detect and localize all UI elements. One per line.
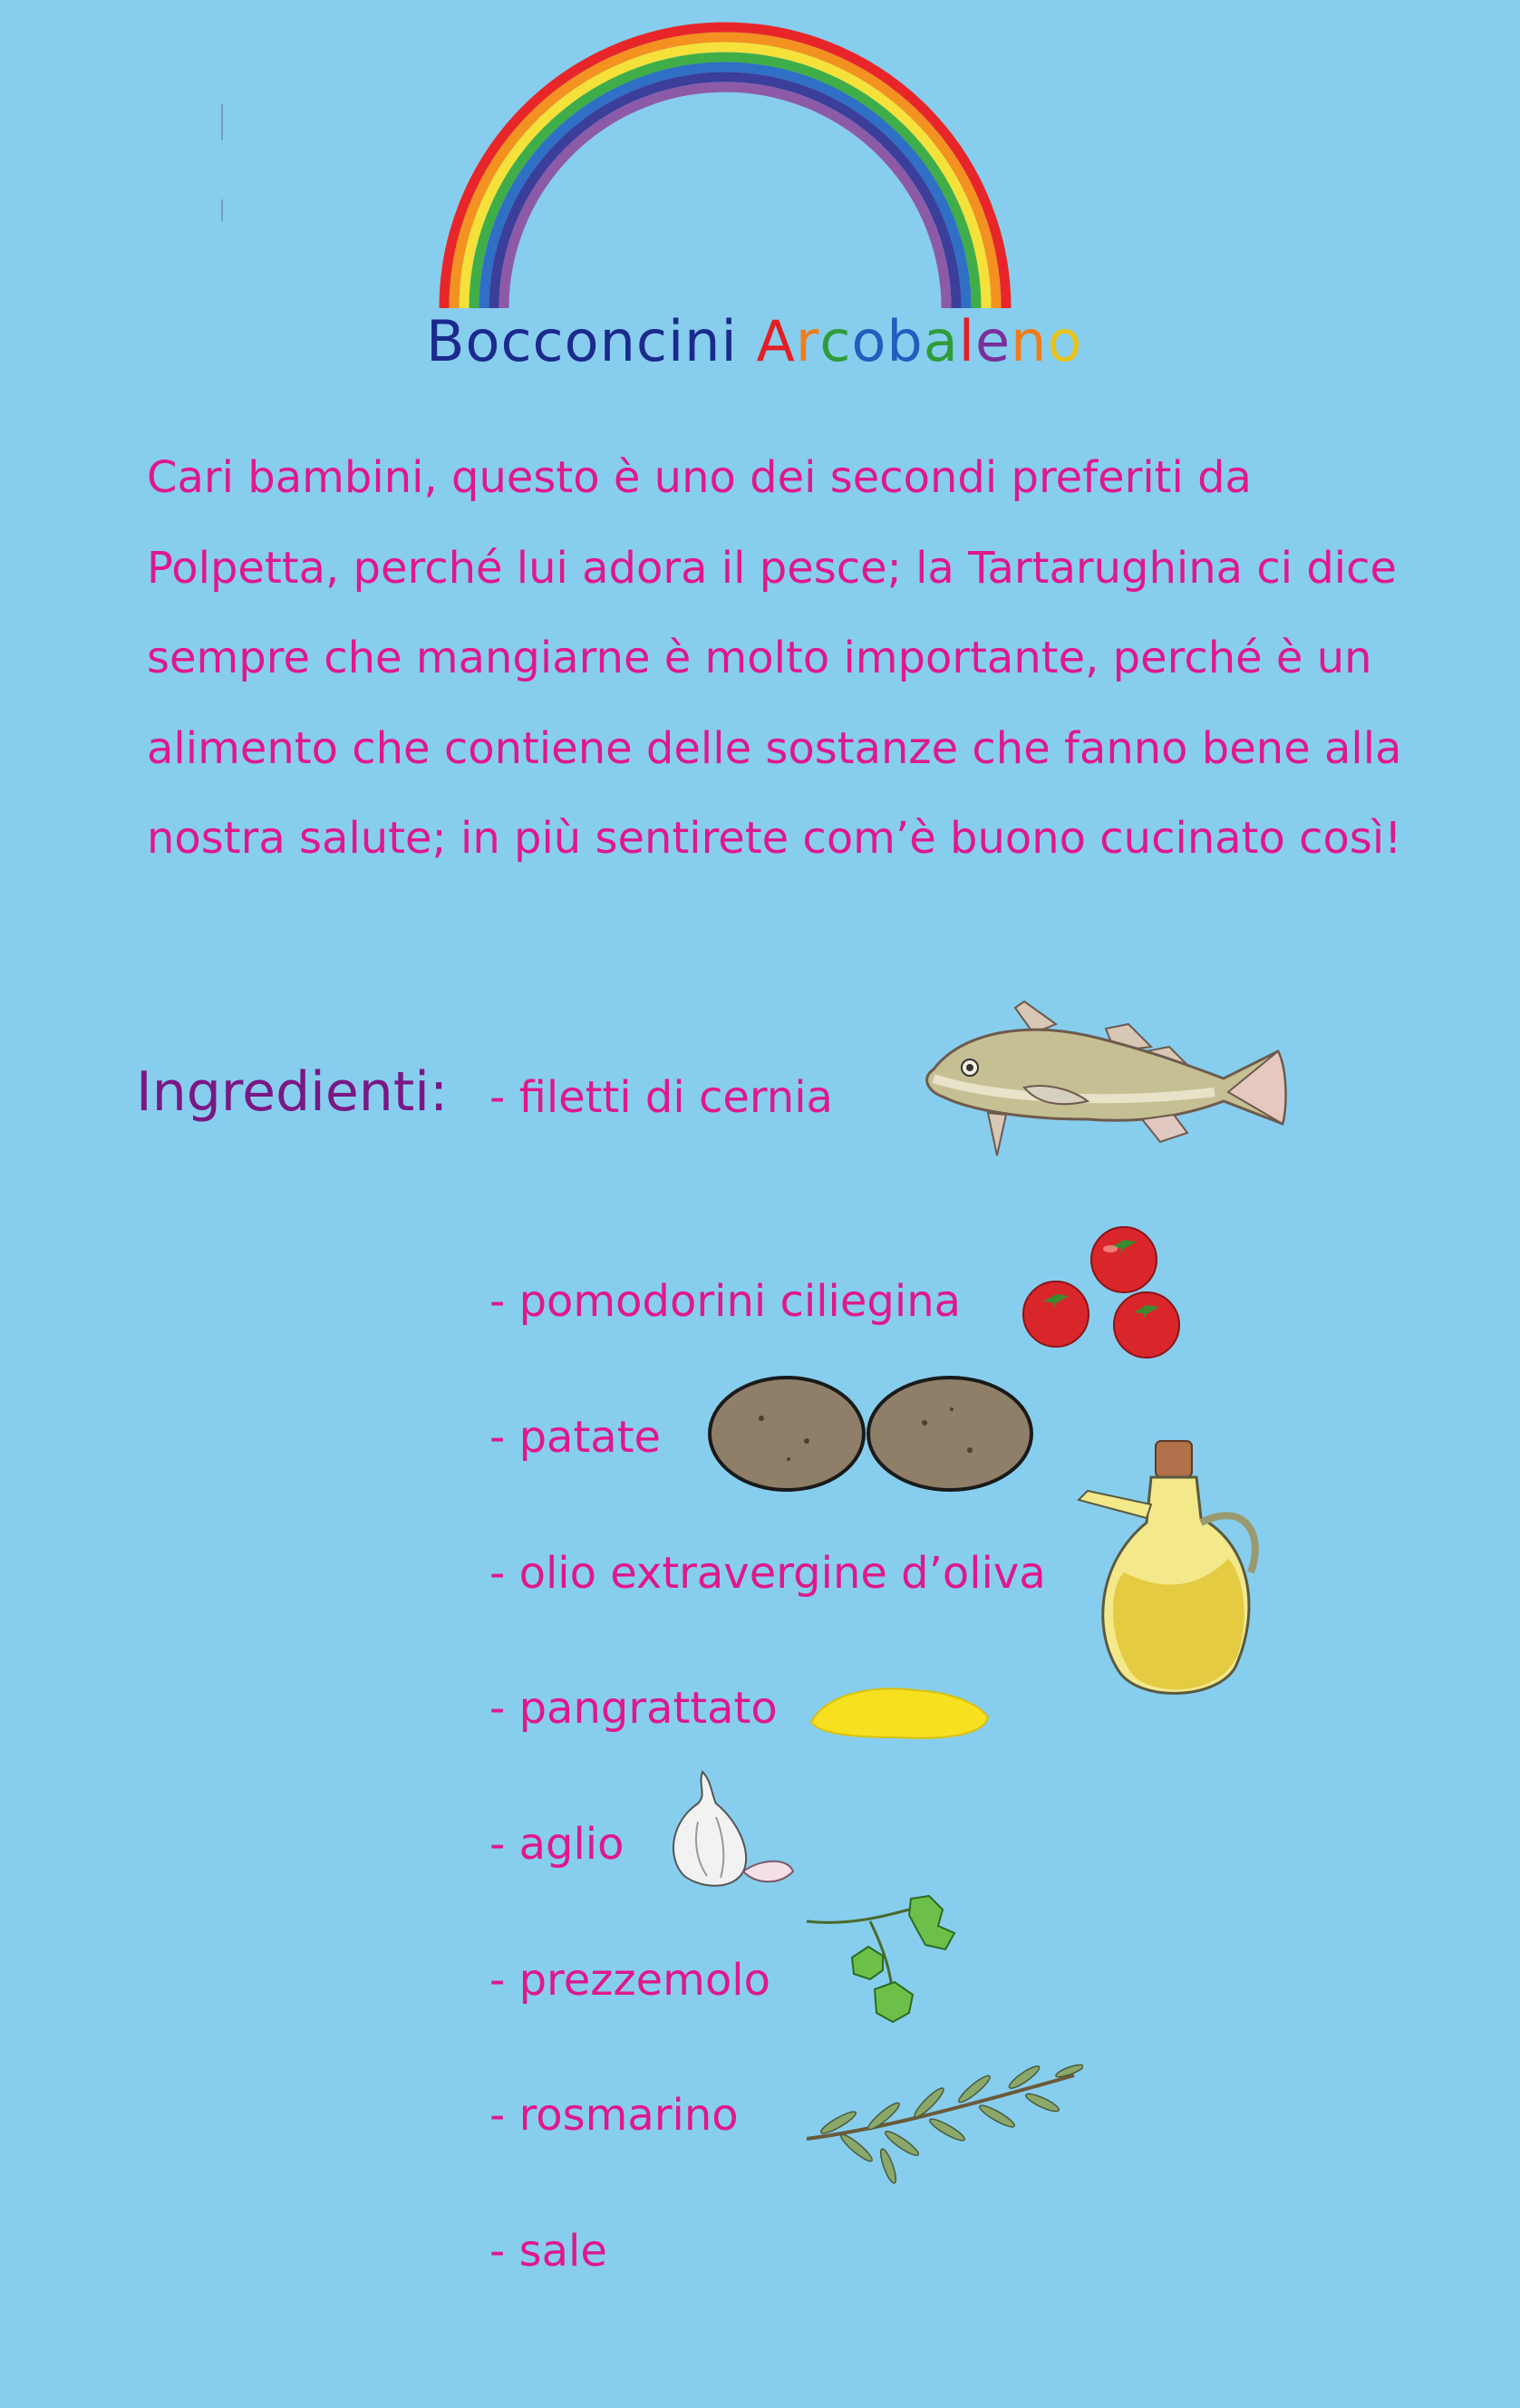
decor-mark bbox=[221, 199, 223, 221]
potatoes-icon bbox=[707, 1368, 1038, 1495]
title-letter: e bbox=[974, 308, 1012, 374]
ingredient-item: - olio extravergine d’oliva bbox=[489, 1548, 1046, 1599]
decor-mark bbox=[221, 104, 223, 140]
olive-oil-icon bbox=[1070, 1436, 1269, 1708]
ingredient-item: - pomodorini ciliegina bbox=[489, 1276, 962, 1327]
page-title bbox=[426, 308, 1082, 374]
ingredient-item: - filetti di cernia bbox=[489, 1072, 833, 1123]
title-letter: n bbox=[1011, 308, 1048, 374]
fish-icon bbox=[915, 997, 1296, 1169]
title-letter: r bbox=[795, 308, 820, 374]
rainbow-icon bbox=[435, 18, 1015, 317]
title-letter: o bbox=[851, 308, 887, 374]
title-letter: A bbox=[756, 308, 796, 374]
title-letter: b bbox=[886, 308, 924, 374]
ingredients-heading: Ingredienti: bbox=[136, 1060, 449, 1124]
ingredient-item: - prezzemolo bbox=[489, 1955, 771, 2006]
ingredient-item: - patate bbox=[489, 1412, 662, 1463]
title-letter: l bbox=[958, 308, 975, 374]
ingredient-item: - pangrattato bbox=[489, 1683, 778, 1734]
title-word-bocconcini: Bocconcini bbox=[426, 308, 738, 374]
parsley-icon bbox=[802, 1894, 974, 2039]
tomatoes-icon bbox=[1020, 1223, 1192, 1359]
title-letter: o bbox=[1047, 308, 1083, 374]
ingredient-item: - aglio bbox=[489, 1819, 624, 1870]
breadcrumbs-icon bbox=[807, 1672, 992, 1745]
garlic-icon bbox=[662, 1767, 798, 1894]
title-letter: a bbox=[923, 308, 959, 374]
ingredient-item: - rosmarino bbox=[489, 2090, 739, 2141]
intro-paragraph: Cari bambini, questo è uno dei secondi preferiti da Polpetta, perché lui adora il pesce; la Tartarughina ci dice sempre che mangiarne è molto importante, perché è un alimento che contiene delle sostanze che fanno bene alla nostra salute; in più sentirete com’è buono cucinato così! bbox=[147, 452, 1402, 864]
ingredient-item: - sale bbox=[489, 2226, 607, 2277]
title-letter: c bbox=[819, 308, 852, 374]
title-word-arcobaleno bbox=[756, 308, 1082, 374]
rosemary-icon bbox=[802, 2039, 1083, 2184]
